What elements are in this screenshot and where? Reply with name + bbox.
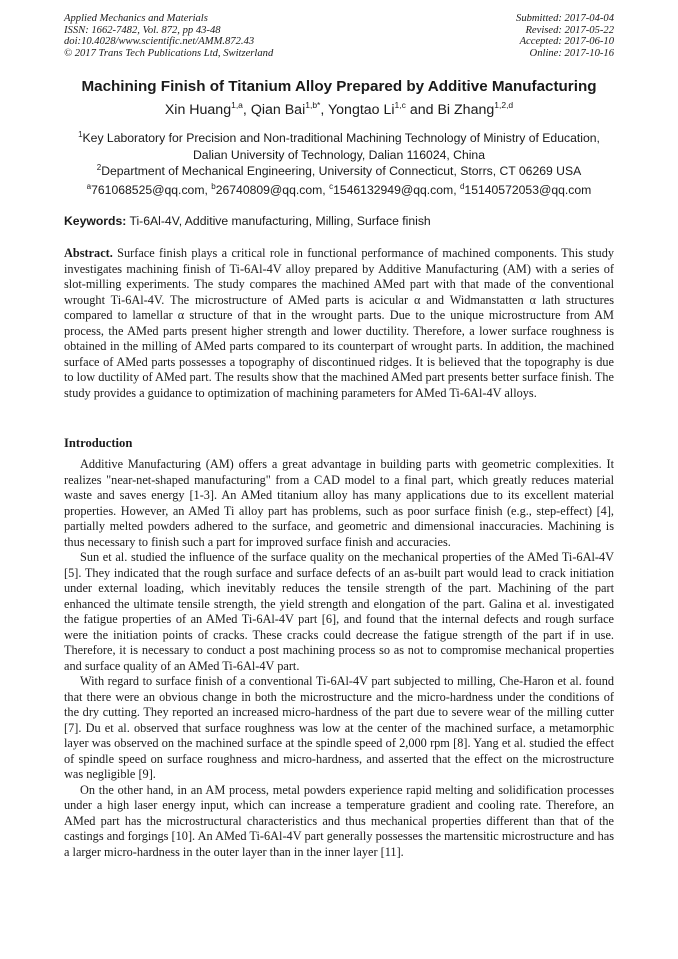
accepted-date: Accepted: 2017-06-10 (519, 36, 614, 48)
abstract (64, 246, 614, 401)
author: Qian Bai$^{1,b*}$, (250, 100, 328, 118)
paper-title: Machining Finish of Titanium Alloy Prepared by Additive Manufacturing (81, 78, 597, 95)
author: Yongtao Li$^{1,c}$ and (328, 100, 438, 118)
paragraph: With regard to surface finish of a conventional Ti-6Al-4V part subjected to milling, Che-Haron et al. found that there were an obvious change in both the microstructure and the micro-hardness under the conditions of the dry cutting. They reported an increased micro-hardness of the part due to severe wear of the milling cutter [7]. Du et al. observed that surface roughness was low at the center of the machined surface, a metamorphic layer was observed on the machined surface at the spindle speed of 2,000 rpm [8]. Yang et al. studied the effect of spindle speed on surface roughness and micro-hardness, and asserted that the effect on the microstructure was negligible [9]. (64, 674, 614, 781)
email: $^b$26740809@qq.com, (211, 182, 330, 197)
section-heading: Introduction (64, 436, 133, 450)
revised-date: Revised: 2017-05-22 (525, 24, 614, 36)
paragraph: On the other hand, in an AM process, metal powders experience rapid melting and solidification processes under a high laser energy input, which can increase a temperature gradient and cooling rate. Therefore, an AMed part has the microstructural characteristics and thus mechanical properties different than that of the castings and forgings [10]. An AMed Ti-6Al-4V part generally possesses the martensitic microstructure and has a larger micro-hardness in the outer layer than in the inner layer [11]. (64, 782, 614, 859)
journal-info (64, 13, 273, 60)
online-date: Online: 2017-10-16 (529, 48, 614, 60)
dates-info (516, 13, 614, 60)
keywords-text: Ti-6Al-4V, Additive manufacturing, Milling, Surface finish (126, 214, 431, 228)
submitted-date: Submitted: 2017-04-04 (516, 13, 614, 24)
email: $^d$15140572053@qq.com (459, 182, 592, 197)
doi-line: doi:10.4028/www.scientific.net/AMM.872.43 (64, 36, 255, 48)
abstract-label: Abstract. (64, 246, 113, 260)
paragraph: Sun et al. studied the influence of the surface quality on the mechanical properties of the AMed Ti-6Al-4V [5]. They indicated that the rough surface and surface defects of an as-built part would lead to crack initiation under external loading, which inevitably reduces the tensile strength of the part. Machining of the part enhanced the ultimate tensile strength, the yield strength and elongation of the part. Galina et al. investigated the fatigue properties of an AMed Ti-6Al-4V part [6], and found that the internal defects and rough surface were the initiation points of cracks. These cracks could decrease the fatigue strength of the part if in use. Therefore, it is necessary to conduct a post machining process so as not to compromise mechanical properties and surface quality of an AMed Ti-6Al-4V part. (64, 550, 614, 673)
author: Xin Huang$^{1,a}$, (164, 100, 251, 118)
issn-line: ISSN: 1662-7482, Vol. 872, pp 43-48 (64, 24, 221, 36)
keywords-label: Keywords: (64, 214, 127, 228)
affiliation-2: $^2$Department of Mechanical Engineering, University of Connecticut, Storrs, CT 06269 USA (96, 163, 582, 178)
abstract-text: Surface finish plays a critical role in functional performance of machined components. This study investigates machining finish of Ti-6Al-4V alloy prepared by Additive Manufacturing (AM) with a series of slot-milling experiments. The study compares the machined AMed part with that made of the conventional wrought Ti-6Al-4V. The microstructure of AMed parts is acicular α and Widmanstatten α lath structures compared to lamellar α structure of that in the wrought parts. Due to the unique microstructure from AM process, the AMed parts present higher strength and lower ductility. Therefore, a lower surface roughness is obtained in the milling of AMed parts compared to its counterpart of wrought parts. In addition, the machined surface of AMed parts possesses a topography of discontinued ridges. It is believed that the topography is due to low ductility of AMed part. The results show that the machined AMed part presents better surface finish. The study provides a guidance to optimization of machining parameters for AMed Ti-6Al-4V alloys. (64, 246, 614, 400)
journal-name: Applied Mechanics and Materials (64, 13, 208, 24)
email: $^c$1546132949@qq.com, (329, 182, 460, 197)
email: $^a$761068525@qq.com, (86, 182, 212, 197)
author-emails (0, 183, 678, 197)
affiliation-1: $^1$Key Laboratory for Precision and Non-traditional Machining Technology of Ministry of Education, Dalian University of Technology, Dalian 116024, China (78, 130, 600, 162)
paragraph: Additive Manufacturing (AM) offers a great advantage in building parts with geometric complexities. It realizes "near-net-shaped manufacturing" from a CAD model to a final part, which greatly reduces material waste and saves energy [1-3]. An AMed titanium alloy has many applications due to its excellent material properties. However, an AMed Ti alloy part has problems, such as poor surface finish (e.g., step-effect) [4], partially melted powders adhered to the surface, and geometric and dimensional inaccuracies. Machining is thus necessary to finish such a part for improved surface finish and accuracies. (64, 457, 614, 549)
author-list (0, 102, 678, 118)
keywords (64, 214, 431, 228)
copyright-line: © 2017 Trans Tech Publications Ltd, Switzerland (64, 48, 274, 60)
author: Bi Zhang$^{1,2,d}$ (437, 100, 514, 118)
introduction-body (64, 457, 614, 860)
